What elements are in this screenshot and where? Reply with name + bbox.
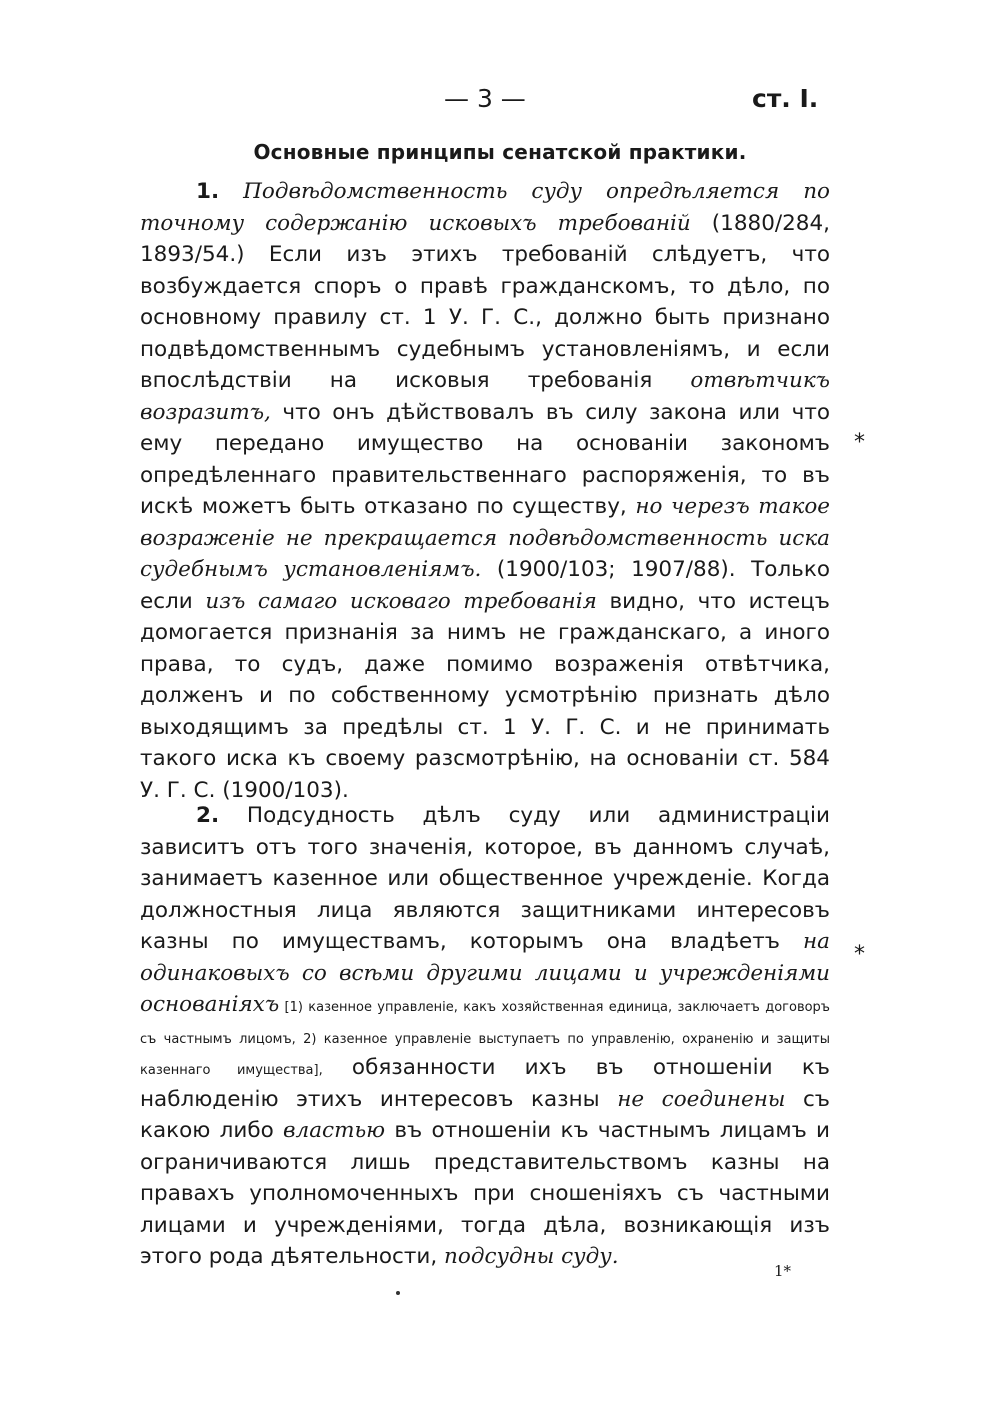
text-run: что онъ дѣйствовалъ въ силу закона или что ему передано имущество на основаніи закономъ опредѣленнаго правительственнаго распоряженія, то въ искѣ можетъ быть отказано по существу,: [140, 399, 830, 519]
paragraph-2: [140, 800, 830, 1273]
italic-phrase: но черезъ такое возраженіе не прекращается подвѣдомственность иска судебнымъ установленіямъ.: [140, 494, 830, 582]
text-run: въ отношеніи къ частнымъ лицамъ и ограничиваются лишь представительствомъ казны на правахъ уполномоченныхъ при сношеніяхъ съ частными лицами и учрежденіями, тогда дѣла, возникающія изъ этого рода дѣятельности,: [140, 1118, 830, 1269]
italic-phrase: Подвѣдомственность суду опредѣляется по точному содержанію исковыхъ требованій: [140, 179, 830, 236]
italic-phrase: отвѣтчикъ возразитъ,: [140, 368, 830, 425]
italic-phrase: властью: [283, 1118, 386, 1143]
text-run: съ какою либо: [140, 1086, 830, 1143]
ink-speck: [396, 1291, 400, 1295]
text-run: видно, что истецъ домогается признанія за нимъ не гражданскаго, а иного права, то судъ, даже помимо возраженія отвѣтчика, долженъ и по собственному усмотрѣнію признать дѣло выходящимъ за предѣлы ст. 1 У. Г. С. и не принимать такого иска къ своему разсмотрѣнію, на основаніи ст. 584 У. Г. С. (1900/103).: [140, 588, 830, 803]
paragraph-1: [140, 176, 830, 806]
bracketed-note: [1) казенное управленіе, какъ хозяйственная единица, заключаетъ договоръ съ частнымъ лицомъ, 2) казенное управленіе выступаетъ по управленію, охраненію и защиты казеннаго имущества],: [140, 1000, 830, 1078]
margin-asterisk: *: [854, 942, 865, 967]
page-number: — 3 —: [444, 84, 526, 113]
page-header: [0, 84, 1000, 114]
text-run: (1900/103; 1907/88). Только если: [140, 557, 830, 614]
text-run: Подсудность дѣлъ суду или администраціи зависитъ отъ того значенія, которое, въ данномъ случаѣ, занимаетъ казенное или общественное учрежденіе. Когда должностныя лица являются защитниками интересовъ казны по имуществамъ, которымъ она владѣетъ: [140, 803, 830, 954]
margin-asterisk: *: [854, 430, 865, 455]
italic-phrase: подсудны суду.: [444, 1244, 619, 1269]
text-run: обязанности ихъ въ отношеніи къ наблюденію этихъ интересовъ казны: [140, 1055, 831, 1112]
italic-phrase: изъ самаго исковаго требованія: [205, 588, 597, 614]
italic-phrase: не соединены: [617, 1086, 786, 1112]
article-reference: ст. I.: [752, 84, 819, 113]
italic-phrase: на одинаковыхъ со всѣми другими лицами и учрежденіями основаніяхъ: [140, 929, 830, 1017]
text-run: (1880/284, 1893/54.) Если изъ этихъ требованій слѣдуетъ, что возбуждается споръ о правѣ гражданскомъ, то дѣло, по основному правилу ст. 1 У. Г. С., должно быть признано подвѣдомственнымъ судебнымъ установленіямъ, и если впослѣдствіи на исковыя требованія: [140, 210, 830, 393]
section-title: Основные принципы сенатской практики.: [253, 140, 747, 164]
paragraph-number: 2.: [196, 803, 220, 828]
paragraph-number: 1.: [196, 179, 220, 204]
printer-signature-mark: 1*: [774, 1262, 792, 1280]
